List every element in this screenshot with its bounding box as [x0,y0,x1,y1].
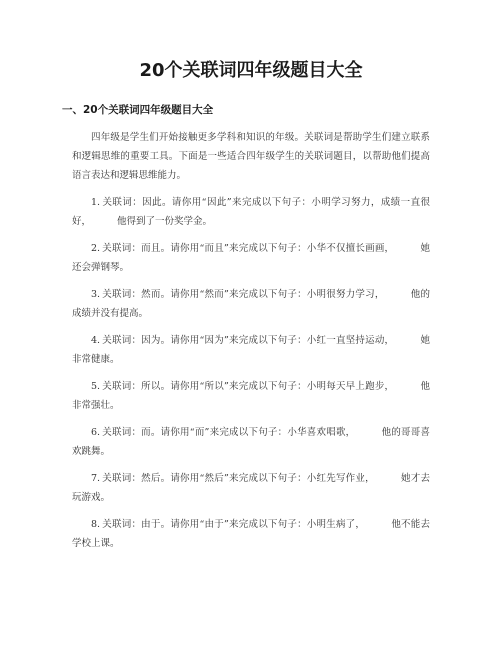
question-text: 关联词：因为。请你用“因为”来完成以下句子：小红一直坚持运动， [102,335,395,346]
question-text: 关联词：然后。请你用“然后”来完成以下句子：小红先写作业， [102,473,375,484]
question-number: 5. [91,381,101,392]
question-text-end: 他不能去学校上课。 [72,519,430,549]
question-item-3 [72,285,430,323]
question-text-end: 他的成绩并没有提高。 [72,289,430,319]
question-text: 关联词：而且。请你用“而且”来完成以下句子：小华不仅擅长画画， [102,243,395,254]
question-item-1 [72,193,430,231]
question-text-end: 他的哥哥喜欢跳舞。 [72,427,430,457]
question-text: 关联词：然而。请你用“然而”来完成以下句子：小明很努力学习， [102,289,385,300]
section-heading: 一、20个关联词四年级题目大全 [62,104,214,116]
question-item-7 [72,469,430,507]
question-number: 1. [91,197,101,208]
question-item-5 [72,377,430,415]
question-item-6 [72,423,430,461]
question-number: 8. [91,519,101,530]
question-number: 7. [91,473,101,484]
question-text-end: 她还会弹钢琴。 [72,243,430,273]
question-text-end: 她才去玩游戏。 [72,473,430,503]
question-number: 3. [91,289,101,300]
question-text: 关联词：由于。请你用“由于”来完成以下句子：小明生病了， [102,519,366,530]
intro-paragraph: 四年级是学生们开始接触更多学科和知识的年级。关联词是帮助学生们建立联系和逻辑思维的重要工具。下面是一些适合四年级学生的关联词题目，以帮助他们提高语言表达和逻辑思维能力。 [72,132,430,181]
question-item-8 [72,515,430,553]
question-text-end: 他得到了一份奖学金。 [117,216,213,227]
question-item-4 [72,331,430,369]
question-number: 6. [91,427,101,438]
question-text: 关联词：所以。请你用“所以”来完成以下句子：小明每天早上跑步， [102,381,395,392]
question-text-end: 他非常强壮。 [72,381,430,411]
question-number: 4. [91,335,101,346]
question-number: 2. [91,243,101,254]
question-item-2 [72,239,430,277]
question-text: 关联词：因此。请你用“因此”来完成以下句子：小明学习努力，成绩一直很好， [72,197,430,227]
question-text: 关联词：而。请你用“而”来完成以下句子：小华喜欢唱歌， [102,427,356,438]
question-list [72,193,430,553]
document-title: 20个关联词四年级题目大全 [139,60,363,81]
question-text-end: 她非常健康。 [72,335,430,365]
